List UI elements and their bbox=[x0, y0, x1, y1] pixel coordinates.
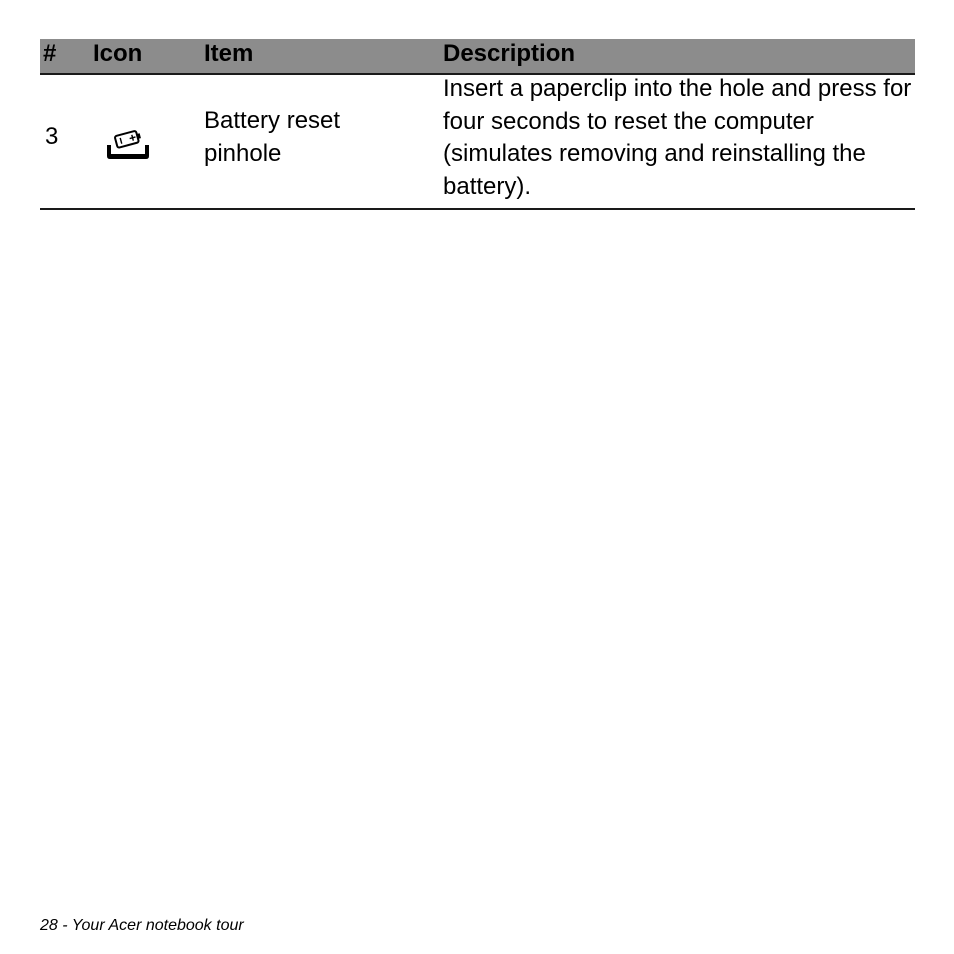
header-item: Item bbox=[204, 40, 254, 67]
table-row bbox=[40, 75, 915, 210]
battery-reset-icon bbox=[103, 128, 151, 162]
page-footer: 28 - Your Acer notebook tour bbox=[40, 917, 244, 934]
header-description: Description bbox=[443, 40, 576, 67]
row-number: 3 bbox=[45, 123, 59, 150]
spec-table bbox=[40, 39, 915, 210]
table-header bbox=[40, 39, 915, 75]
header-icon: Icon bbox=[93, 40, 143, 67]
row-description: Insert a paperclip into the hole and press for four seconds to reset the computer (simulates removing and reinstalling the battery). bbox=[443, 75, 912, 200]
row-item: Battery reset pinhole bbox=[204, 107, 341, 167]
header-number: # bbox=[43, 40, 57, 67]
